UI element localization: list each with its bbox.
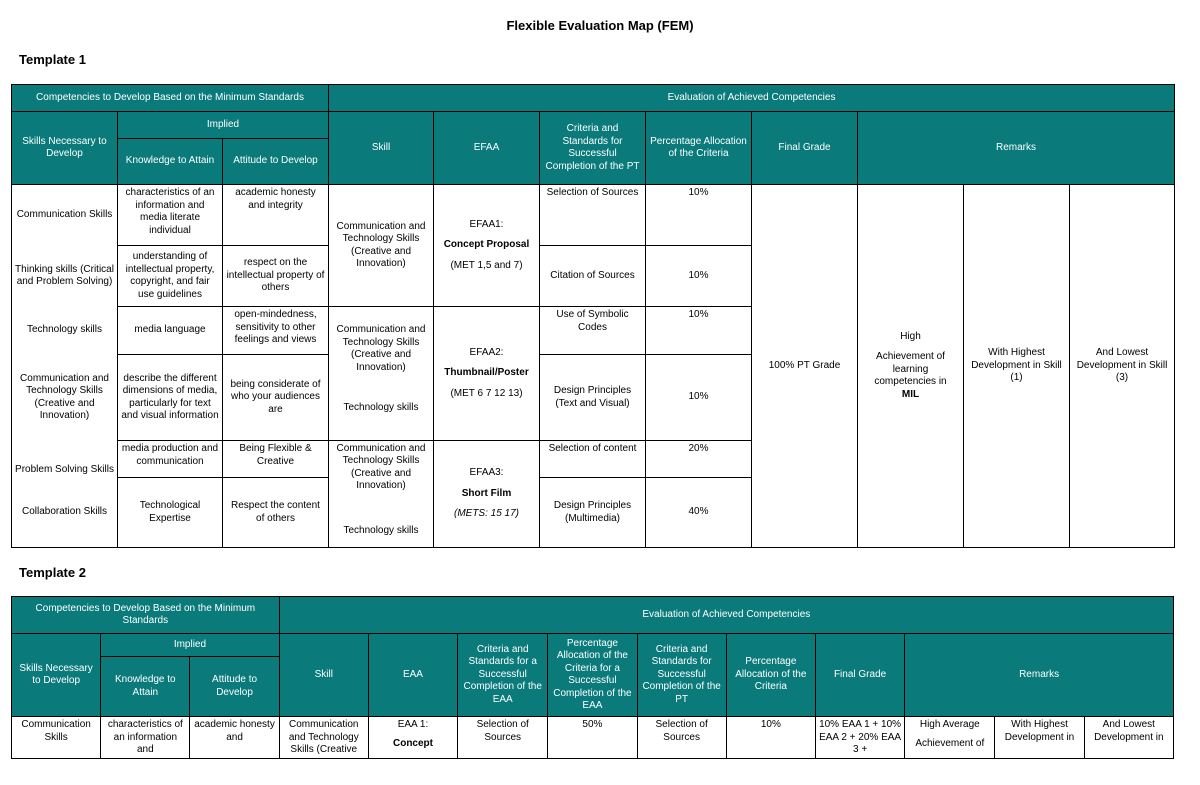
remarks-header: Remarks — [858, 112, 1175, 185]
final-grade-cell: 10% EAA 1 + 10% EAA 2 + 20% EAA 3 + — [815, 717, 904, 759]
skill-header: Skill — [279, 634, 368, 717]
criteria-header: Criteria and Standards for Successful Completion of the PT — [540, 112, 646, 185]
skill-cell: Thinking skills (Critical and Problem Solving) — [12, 246, 118, 307]
eaa-label: EAA 1: — [397, 719, 429, 730]
skill-col-cell-2 — [329, 307, 434, 441]
efaa-label: EFAA2: — [469, 346, 504, 358]
eaa-header: EAA — [368, 634, 457, 717]
efaa-label: EFAA3: — [469, 467, 504, 479]
knowledge-cell: characteristics of an information and — [101, 717, 190, 759]
percent-cell: 10% — [646, 355, 752, 441]
efaa-header: EFAA — [434, 112, 540, 185]
skill-cell: Communication and Technology Skills (Creative and Innovation) — [12, 355, 118, 441]
template-2-table — [11, 596, 1174, 759]
skills-necessary-header: Skills Necessary to Develop — [12, 634, 101, 717]
skill-col-text: Communication and Technology Skills (Creative and Innovation) — [336, 442, 426, 492]
final-grade-header: Final Grade — [752, 112, 858, 185]
percent-eaa-header: Percentage Allocation of the Criteria for a Successful Completion of the EAA — [548, 634, 637, 717]
criteria-cell: Design Principles (Text and Visual) — [540, 355, 646, 441]
knowledge-cell: media production and communication — [118, 441, 223, 478]
attitude-header: Attitude to Develop — [223, 139, 329, 185]
efaa-met: (METS: 15 17) — [453, 508, 520, 520]
skills-necessary-header: Skills Necessary to Develop — [12, 112, 118, 185]
efaa-cell-2 — [434, 307, 540, 441]
percent-cell: 10% — [646, 307, 752, 355]
skill-col-cell-3 — [329, 441, 434, 548]
competencies-header: Competencies to Develop Based on the Minimum Standards — [12, 85, 329, 112]
efaa-label: EFAA1: — [469, 218, 504, 230]
criteria-eaa-header: Criteria and Standards for a Successful Completion of the EAA — [458, 634, 548, 717]
remarks-high-cell — [905, 717, 995, 759]
skill-col-cell: Communication and Technology Skills (Creative — [279, 717, 368, 759]
remark-achievement: Achievement of — [915, 737, 985, 749]
document-title: Flexible Evaluation Map (FEM) — [506, 18, 694, 33]
criteria-cell: Citation of Sources — [540, 246, 646, 307]
remark-achievement: Achievement of learning competencies in — [874, 351, 947, 388]
criteria-eaa-cell: Selection of Sources — [458, 717, 548, 759]
percent-pt-header: Percentage Allocation of the Criteria — [726, 634, 815, 717]
efaa-cell-1 — [434, 185, 540, 307]
knowledge-cell: Technological Expertise — [118, 478, 223, 548]
skill-header: Skill — [329, 112, 434, 185]
attitude-cell: academic honesty and — [190, 717, 279, 759]
knowledge-cell: media language — [118, 307, 223, 355]
knowledge-cell: characteristics of an information and media literate individual — [118, 185, 223, 246]
eaa-cell — [368, 717, 457, 759]
remarks-high-cell — [858, 185, 964, 548]
percent-cell: 20% — [646, 441, 752, 478]
efaa-met: (MET 6 7 12 13) — [450, 387, 523, 399]
criteria-pt-cell: Selection of Sources — [637, 717, 726, 759]
efaa-name: Concept Proposal — [443, 239, 530, 251]
criteria-pt-header: Criteria and Standards for Successful Completion of the PT — [637, 634, 726, 717]
attitude-cell: being considerate of who your audiences are — [223, 355, 329, 441]
criteria-cell: Use of Symbolic Codes — [540, 307, 646, 355]
evaluation-header: Evaluation of Achieved Competencies — [279, 597, 1173, 634]
implied-header: Implied — [118, 112, 329, 139]
knowledge-cell: understanding of intellectual property, copyright, and fair use guidelines — [118, 246, 223, 307]
efaa-name: Short Film — [461, 487, 512, 499]
final-grade-cell: 100% PT Grade — [752, 185, 858, 548]
remarks-header: Remarks — [905, 634, 1174, 717]
remarks-highest-cell: With Highest Development in — [995, 717, 1084, 759]
remark-high: High Average — [919, 719, 980, 730]
efaa-cell-3 — [434, 441, 540, 548]
skill-cell: Communication Skills — [12, 717, 101, 759]
implied-header: Implied — [101, 634, 279, 657]
percent-pt-cell: 10% — [726, 717, 815, 759]
skill-col-text: Communication and Technology Skills (Creative and Innovation) — [336, 324, 426, 373]
efaa-name: Thumbnail/Poster — [444, 367, 529, 379]
percentage-header: Percentage Allocation of the Criteria — [646, 112, 752, 185]
competencies-header: Competencies to Develop Based on the Minimum Standards — [12, 597, 280, 634]
skill-col-text: Technology skills — [343, 524, 419, 536]
skill-cell: Communication Skills — [12, 185, 118, 246]
criteria-cell: Selection of Sources — [540, 185, 646, 246]
percent-cell: 10% — [646, 246, 752, 307]
knowledge-header: Knowledge to Attain — [101, 657, 190, 717]
template-1-table — [11, 84, 1175, 548]
skill-cell: Collaboration Skills — [12, 478, 118, 548]
skill-cell: Problem Solving Skills — [12, 441, 118, 478]
knowledge-cell: describe the different dimensions of media, particularly for text and visual information — [118, 355, 223, 441]
template-2-heading: Template 2 — [19, 565, 86, 580]
attitude-cell: Respect the content of others — [223, 478, 329, 548]
percent-cell: 10% — [646, 185, 752, 246]
remark-mil: MIL — [901, 388, 920, 400]
skill-col-text: Technology skills — [343, 402, 419, 414]
efaa-met: (MET 1,5 and 7) — [450, 259, 523, 271]
skill-col-cell: Communication and Technology Skills (Creative and Innovation) — [329, 185, 434, 307]
remarks-lowest-cell: And Lowest Development in — [1084, 717, 1173, 759]
eaa-name: Concept — [392, 737, 433, 749]
attitude-header: Attitude to Develop — [190, 657, 279, 717]
attitude-cell: open-mindedness, sensitivity to other feelings and views — [223, 307, 329, 355]
evaluation-header: Evaluation of Achieved Competencies — [329, 85, 1175, 112]
remarks-lowest-cell: And Lowest Development in Skill (3) — [1070, 185, 1175, 548]
percent-cell: 40% — [646, 478, 752, 548]
attitude-cell: Being Flexible & Creative — [223, 441, 329, 478]
percent-eaa-cell: 50% — [548, 717, 637, 759]
remarks-highest-cell: With Highest Development in Skill (1) — [964, 185, 1070, 548]
criteria-cell: Selection of content — [540, 441, 646, 478]
attitude-cell: academic honesty and integrity — [223, 185, 329, 246]
remark-high: High — [900, 330, 921, 342]
template-1-heading: Template 1 — [19, 52, 86, 67]
criteria-cell: Design Principles (Multimedia) — [540, 478, 646, 548]
skill-cell: Technology skills — [12, 307, 118, 355]
attitude-cell: respect on the intellectual property of others — [223, 246, 329, 307]
final-grade-header: Final Grade — [815, 634, 904, 717]
knowledge-header: Knowledge to Attain — [118, 139, 223, 185]
